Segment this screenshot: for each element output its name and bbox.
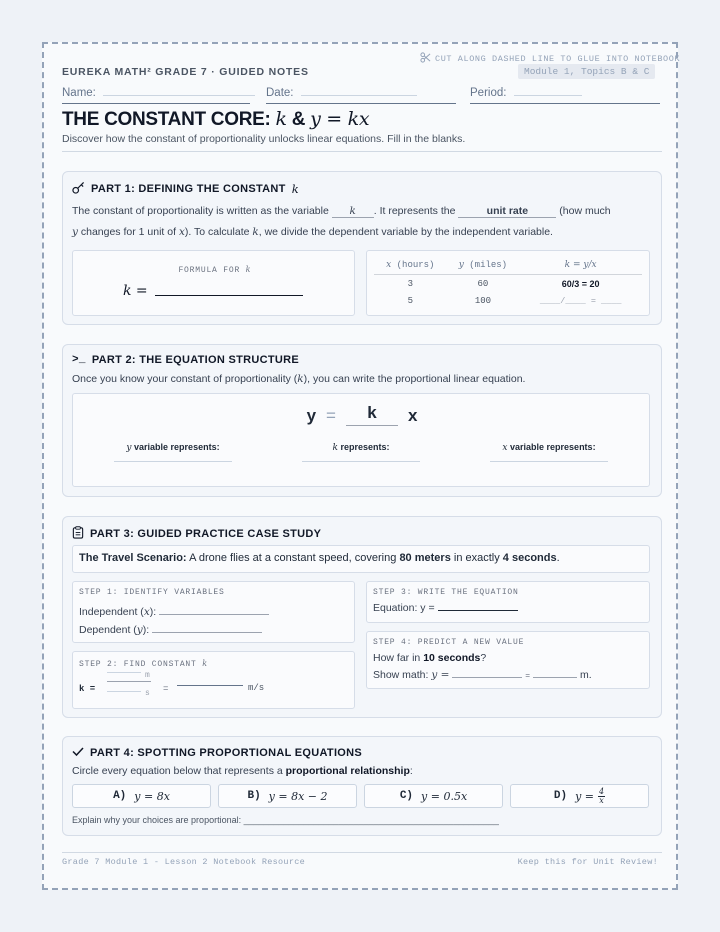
part1-title-text: PART 1: DEFINING THE CONSTANT xyxy=(91,183,286,195)
step2-result-blank[interactable] xyxy=(177,685,243,686)
choice-a-letter: A) xyxy=(113,790,127,802)
part4-title-text: PART 4: SPOTTING PROPORTIONAL EQUATIONS xyxy=(90,747,363,759)
ratio-table-box xyxy=(366,250,650,316)
step4-c: ? xyxy=(480,652,487,664)
terminal-icon: >_ xyxy=(72,354,86,366)
ratio-header-k xyxy=(519,257,642,275)
scenario-time: 4 seconds xyxy=(502,552,557,564)
equation-y: y xyxy=(306,406,317,425)
part1-l1b: . It represents the xyxy=(373,205,456,217)
formula-label xyxy=(73,265,356,275)
choice-b-letter: B) xyxy=(247,790,261,802)
title-k: k xyxy=(275,108,287,130)
dependent-var: y xyxy=(136,624,143,636)
choice-a-equation: y = 8x xyxy=(134,789,170,803)
equation-x: x xyxy=(407,406,418,425)
y-represents xyxy=(114,442,232,462)
period-label: Period: xyxy=(470,87,507,99)
key-icon xyxy=(72,181,85,197)
step2-fraction-bar xyxy=(107,681,151,682)
step1-box xyxy=(72,581,355,643)
step2-num-unit: m xyxy=(145,671,150,680)
part1-l1c: (how much xyxy=(559,205,611,217)
part1-l2-x: x xyxy=(178,226,185,238)
date-blank[interactable] xyxy=(301,84,417,96)
page-subtitle: Discover how the constant of proportionality unlocks linear equations. Fill in the blanks. xyxy=(62,133,466,145)
cut-note-text: CUT ALONG DASHED LINE TO GLUE INTO NOTEBOOK xyxy=(435,54,681,64)
x-represents xyxy=(490,442,608,462)
step4-unit: m. xyxy=(579,669,592,681)
step4-equals: = xyxy=(525,672,531,681)
footer-divider xyxy=(62,852,662,853)
part2-title-text: PART 2: THE EQUATION STRUCTURE xyxy=(91,354,300,366)
step2-k: k = xyxy=(79,684,96,694)
name-label: Name: xyxy=(62,87,96,99)
ratio-header-y xyxy=(447,257,520,275)
table-cell: 60 xyxy=(477,279,489,289)
ratio-header-x-var: x xyxy=(386,260,392,270)
equation-equals: = xyxy=(326,406,336,425)
k-represents-blank[interactable] xyxy=(302,461,420,462)
module-tag: Module 1, Topics B & C xyxy=(518,64,655,79)
step4-expression-blank[interactable] xyxy=(452,677,522,678)
footer-right: Keep this for Unit Review! xyxy=(517,857,658,867)
formula-label-var: k xyxy=(245,265,251,274)
part1-l2a: changes for 1 unit of xyxy=(80,226,177,238)
k-represents-text: represents: xyxy=(340,442,390,452)
independent-label: Independent ( xyxy=(79,606,144,618)
part1-l2-k: k xyxy=(252,226,259,238)
independent-field xyxy=(79,606,269,618)
part4-intro-c: : xyxy=(409,765,413,777)
part2-intro-a: Once you know your constant of proportionality ( xyxy=(72,373,298,385)
choice-d[interactable] xyxy=(510,784,649,808)
part1-title-var: k xyxy=(291,182,299,196)
y-represents-var: y xyxy=(126,443,132,453)
formula-blank[interactable] xyxy=(155,295,303,296)
ratio-header-y-var: y xyxy=(458,260,464,270)
part2-intro-b: ), you can write the proportional linear equation. xyxy=(303,373,526,385)
k-represents-var: k xyxy=(332,443,338,453)
step3-field xyxy=(373,602,518,614)
table-cell: 3 xyxy=(407,279,413,289)
y-represents-blank[interactable] xyxy=(114,461,232,462)
table-row xyxy=(374,275,642,293)
title-amp: & xyxy=(291,109,306,130)
part2-intro xyxy=(72,373,525,385)
step4-answer-blank[interactable] xyxy=(533,677,577,678)
choice-b-equation: y = 8x − 2 xyxy=(268,789,328,803)
step3-text: Equation: y = xyxy=(373,602,435,614)
part2-intro-k: k xyxy=(297,373,304,385)
step2-label-text: STEP 2: FIND CONSTANT xyxy=(79,660,197,669)
choice-d-denominator: x xyxy=(599,795,604,805)
step2-box xyxy=(72,651,355,709)
formula-label-text: FORMULA FOR xyxy=(178,266,241,275)
scissors-icon xyxy=(420,52,431,66)
step2-equals: = xyxy=(163,684,169,694)
part4-intro-a: Circle every equation below that represents a xyxy=(72,765,283,777)
footer-left: Grade 7 Module 1 - Lesson 2 Notebook Resource xyxy=(62,857,306,867)
choice-b[interactable] xyxy=(218,784,357,808)
step4-show-label: Show math: xyxy=(373,669,429,681)
table-cell: 100 xyxy=(474,296,492,306)
header-divider xyxy=(62,151,662,152)
step3-box xyxy=(366,581,650,623)
part1-l1a: The constant of proportionality is written as the variable xyxy=(72,205,329,217)
independent-paren: ): xyxy=(149,606,157,618)
x-represents-var: x xyxy=(502,443,508,453)
part3-title xyxy=(72,526,321,542)
step4-y: y = xyxy=(431,669,450,681)
step2-unit: m/s xyxy=(248,683,265,693)
choice-c-equation: y = 0.5x xyxy=(421,789,468,803)
ratio-header-k-var: k = y/x xyxy=(564,260,597,270)
dependent-paren: ): xyxy=(142,624,150,636)
formula-box xyxy=(72,250,355,316)
name-field[interactable] xyxy=(62,84,250,104)
title-equation: y = kx xyxy=(310,108,370,130)
part4-card xyxy=(62,736,662,836)
structure-equation xyxy=(73,403,651,426)
equation-k-blank[interactable]: k xyxy=(346,403,398,426)
y-represents-text: variable represents: xyxy=(134,442,220,452)
date-field[interactable] xyxy=(266,84,456,104)
part1-line1 xyxy=(72,205,611,218)
k-represents xyxy=(302,442,420,462)
step4-box xyxy=(366,631,650,689)
scenario-a: A drone flies at a constant speed, covering xyxy=(189,552,397,564)
formula-lhs: k = xyxy=(123,283,148,299)
independent-blank[interactable] xyxy=(159,614,269,615)
table-cell: 60/3 = 20 xyxy=(561,279,600,289)
period-field[interactable] xyxy=(470,84,660,104)
unit-rate-blank[interactable]: unit rate xyxy=(458,205,556,218)
table-row xyxy=(374,292,642,309)
table-cell: 5 xyxy=(407,296,413,306)
equation-structure-box xyxy=(72,393,650,487)
name-blank[interactable] xyxy=(103,84,255,96)
step2-label-var: k xyxy=(202,659,208,668)
checkmark-icon xyxy=(72,746,84,760)
step4-a: How far in xyxy=(373,652,421,664)
part1-card xyxy=(62,171,662,325)
x-represents-blank[interactable] xyxy=(490,461,608,462)
choice-c-letter: C) xyxy=(399,790,414,802)
travel-scenario xyxy=(72,545,650,573)
part1-title xyxy=(72,181,299,197)
explain-field[interactable]: Explain why your choices are proportional: ___________________________________________________ xyxy=(72,815,499,825)
part2-title xyxy=(72,354,299,366)
step1-label: STEP 1: IDENTIFY VARIABLES xyxy=(79,588,225,597)
dependent-label: Dependent ( xyxy=(79,624,137,636)
step2-den-unit: s xyxy=(145,689,150,698)
step4-question xyxy=(373,652,486,664)
independent-var: x xyxy=(143,606,150,618)
clipboard-icon xyxy=(72,526,84,542)
part1-l2b: ). To calculate xyxy=(184,226,250,238)
table-cell-blank[interactable]: ____/____ = ____ xyxy=(539,296,622,306)
period-blank[interactable] xyxy=(514,84,582,96)
choice-a[interactable] xyxy=(72,784,211,808)
scenario-c: in exactly xyxy=(453,552,500,564)
dependent-blank[interactable] xyxy=(152,632,262,633)
choice-d-equation: y = xyxy=(575,789,595,803)
part3-card xyxy=(62,516,662,718)
brand-label: EUREKA MATH² GRADE 7 · GUIDED NOTES xyxy=(62,66,309,78)
page-title xyxy=(62,108,369,131)
ratio-header-y-rest: (miles) xyxy=(469,260,508,270)
step4-time: 10 seconds xyxy=(423,652,481,664)
choice-d-numerator: 4 xyxy=(599,786,605,796)
step4-label: STEP 4: PREDICT A NEW VALUE xyxy=(373,638,525,647)
x-represents-text: variable represents: xyxy=(510,442,596,452)
part2-card xyxy=(62,344,662,497)
step4-show-math xyxy=(373,669,592,681)
equation-blank[interactable] xyxy=(438,610,518,611)
dependent-field xyxy=(79,624,262,636)
part1-l2-y: y xyxy=(72,226,78,238)
step3-label: STEP 3: WRITE THE EQUATION xyxy=(373,588,519,597)
variable-blank[interactable]: k xyxy=(332,205,374,218)
choice-c[interactable] xyxy=(364,784,503,808)
part4-title xyxy=(72,746,362,760)
title-main: THE CONSTANT CORE: xyxy=(62,109,271,130)
part4-intro-b: proportional relationship xyxy=(285,765,410,777)
choice-d-fraction xyxy=(598,788,605,805)
step2-denominator-blank[interactable] xyxy=(107,691,141,692)
scenario-label: The Travel Scenario: xyxy=(79,552,187,564)
part1-line2 xyxy=(72,226,553,238)
step2-label xyxy=(79,659,207,669)
date-label: Date: xyxy=(266,87,294,99)
step2-numerator-blank[interactable] xyxy=(107,672,141,673)
part1-l2c: , we divide the dependent variable by the independent variable. xyxy=(258,226,553,238)
scenario-d: . xyxy=(556,552,560,564)
ratio-header-x-rest: (hours) xyxy=(396,260,435,270)
ratio-header-row xyxy=(374,257,642,275)
part4-intro xyxy=(72,765,413,777)
choice-d-letter: D) xyxy=(553,790,568,802)
scenario-distance: 80 meters xyxy=(399,552,451,564)
ratio-header-x xyxy=(374,257,447,275)
part3-title-text: PART 3: GUIDED PRACTICE CASE STUDY xyxy=(90,528,322,540)
ratio-table xyxy=(374,257,642,309)
notes-sheet xyxy=(42,42,681,890)
